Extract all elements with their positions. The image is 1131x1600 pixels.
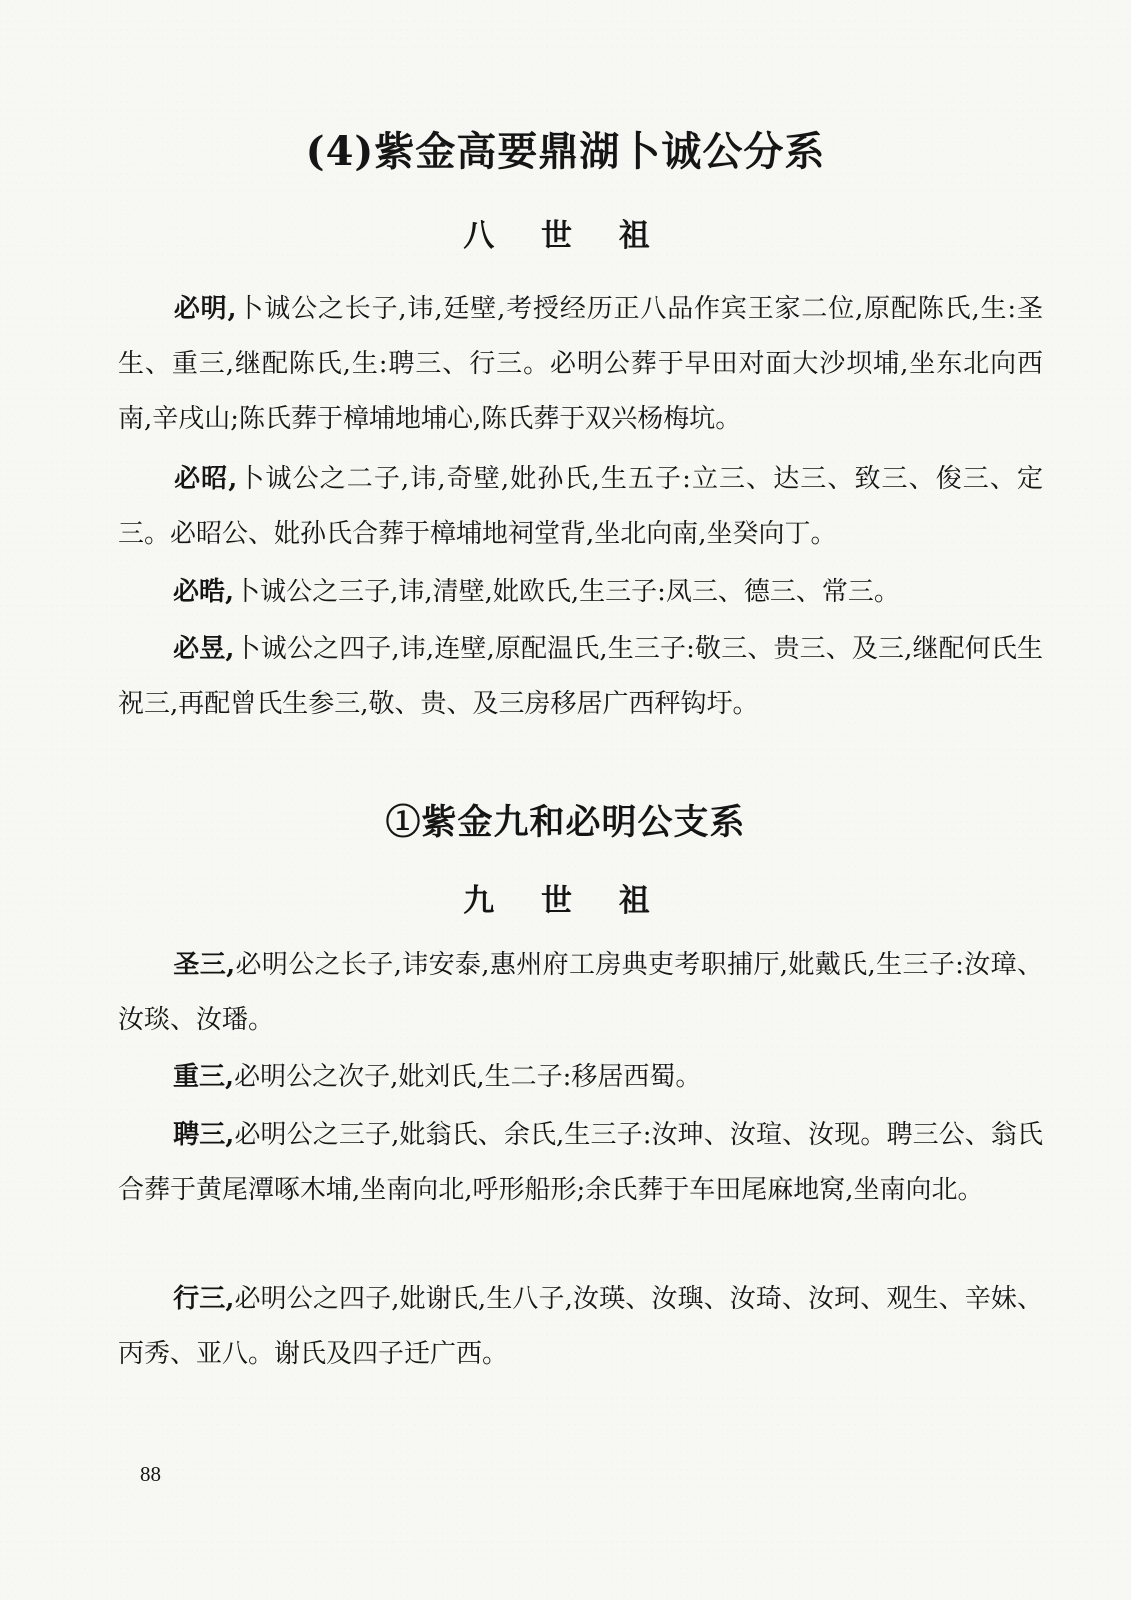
page-number: 88 (140, 1462, 161, 1486)
entry-text: 卜诚公之二子,讳,奇壁,妣孙氏,生五子:立三、达三、致三、俊三、定三。必昭公、妣孙氏合葬于樟埔地祠堂背,坐北向南,坐癸向丁。 (118, 464, 1043, 549)
entry-name: 必明, (173, 294, 237, 324)
entry-text: 必明公之长子,讳安泰,惠州府工房典吏考职捕厅,妣戴氏,生三子:汝璋、汝琰、汝璠。 (118, 950, 1043, 1035)
entry-name: 行三, (173, 1284, 235, 1314)
entry-bi-yu (118, 622, 1043, 732)
entry-text: 卜诚公之四子,讳,连壁,原配温氏,生三子:敬三、贵三、及三,继配何氏生祝三,再配曾氏生参三,敬、贵、及三房移居广西秤钩圩。 (118, 634, 1043, 719)
generation-title-8: 八 世 祖 (463, 218, 668, 254)
entry-name: 聘三, (173, 1120, 235, 1150)
entry-name: 圣三, (173, 950, 236, 980)
entry-bi-ming (118, 282, 1043, 447)
entry-name: 必晧, (173, 577, 235, 607)
entry-bi-hao (118, 565, 1043, 620)
entry-text: 必明公之四子,妣谢氏,生八子,汝瑛、汝璵、汝琦、汝珂、观生、辛妹、丙秀、亚八。谢氏及四子迁广西。 (118, 1284, 1043, 1369)
main-title: (4)紫金高要鼎湖卜诚公分系 (305, 128, 826, 175)
entry-text: 必明公之次子,妣刘氏,生二子:移居西蜀。 (234, 1062, 702, 1092)
generation-title-9: 九 世 祖 (463, 883, 668, 919)
entry-name: 必昭, (173, 464, 238, 494)
entry-text: 卜诚公之长子,讳,廷壁,考授经历正八品作宾王家二位,原配陈氏,生:圣生、重三,继配陈氏,生:聘三、行三。必明公葬于早田对面大沙坝埔,坐东北向西南,辛戌山;陈氏葬于樟埔地埔心,陈氏葬于双兴杨梅坑。 (118, 294, 1043, 434)
section-title: ①紫金九和必明公支系 (385, 802, 746, 843)
entry-xing-san (118, 1272, 1043, 1382)
entry-sheng-san (118, 938, 1043, 1048)
entry-bi-zhao (118, 452, 1043, 562)
entry-name: 必昱, (173, 634, 235, 664)
entry-text: 必明公之三子,妣翁氏、余氏,生三子:汝珅、汝瑄、汝现。聘三公、翁氏合葬于黄尾潭啄木埔,坐南向北,呼形船形;余氏葬于车田尾麻地窝,坐南向北。 (118, 1120, 1043, 1205)
entry-name: 重三, (173, 1062, 235, 1092)
entry-text: 卜诚公之三子,讳,清壁,妣欧氏,生三子:凤三、德三、常三。 (234, 577, 900, 607)
entry-pin-san (118, 1108, 1043, 1218)
entry-zhong-san (118, 1050, 1043, 1105)
